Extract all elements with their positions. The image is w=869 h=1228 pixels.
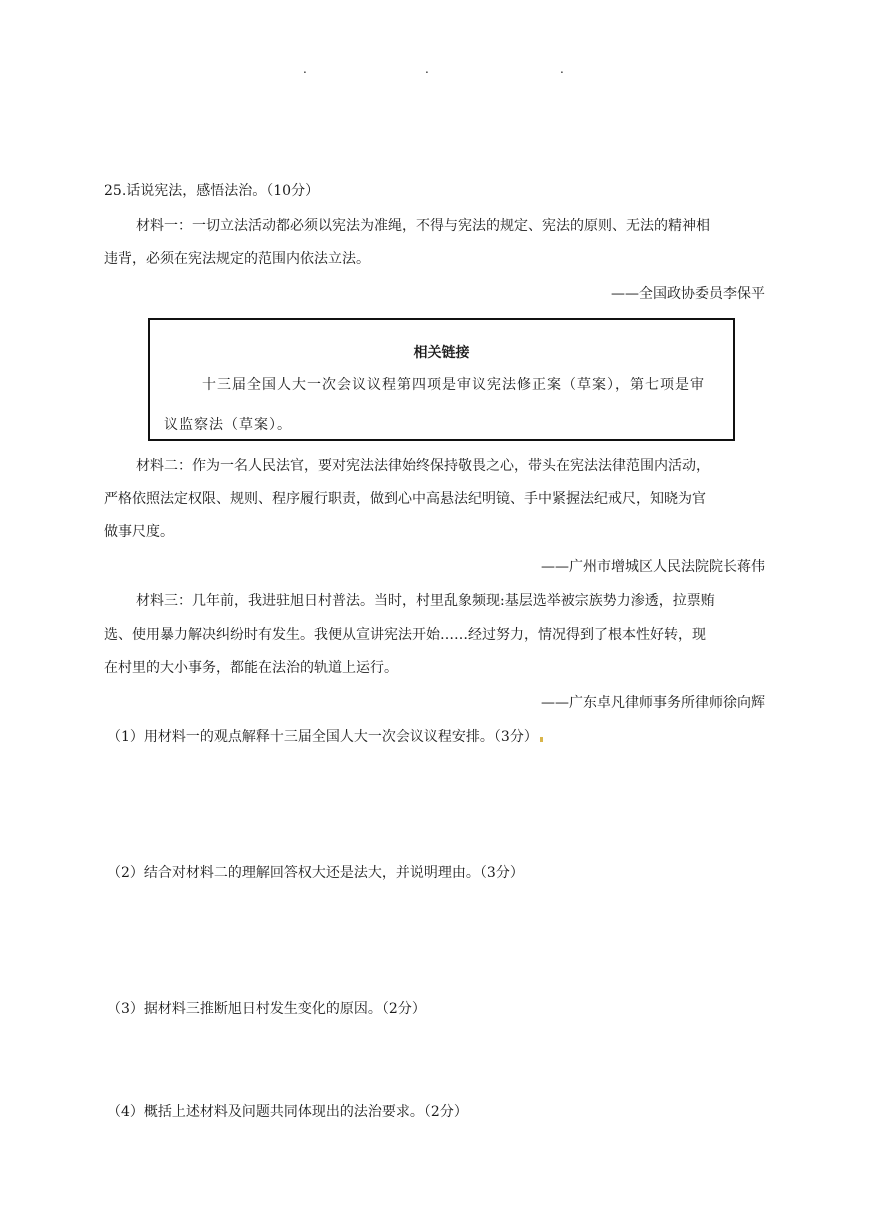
related-link-line1: 十三届全国人大一次会议议程第四项是审议宪法修正案（草案），第七项是审: [202, 377, 705, 393]
material3-source: ——广东卓凡律师事务所律师徐向辉: [541, 695, 765, 711]
related-link-box: [148, 318, 735, 441]
material1-source: ——全国政协委员李保平: [611, 286, 765, 302]
material3-line3: 在村里的大小事务，都能在法治的轨道上运行。: [104, 660, 398, 676]
material2-line2: 严格依照法定权限、规则、程序履行职责，做到心中高悬法纪明镜、手中紧握法纪戒尺，知晓为官: [104, 491, 706, 507]
header-dot: .: [560, 62, 564, 76]
related-link-line2: 议监察法（草案）。: [164, 417, 292, 433]
material1-line1: 材料一：一切立法活动都必须以宪法为准绳，不得与宪法的规定、宪法的原则、无法的精神相: [136, 218, 710, 234]
sub-question-3: （3）据材料三推断旭日村发生变化的原因。（2分）: [107, 1001, 426, 1017]
header-dot: .: [425, 62, 429, 76]
header-dot: .: [303, 62, 307, 76]
material2-line3: 做事尺度。: [104, 524, 174, 540]
material1-line2: 违背，必须在宪法规定的范围内依法立法。: [104, 251, 370, 267]
related-link-title: 相关链接: [413, 345, 470, 361]
sub-question-4: （4）概括上述材料及问题共同体现出的法治要求。（2分）: [107, 1104, 468, 1120]
sub-question-1: [107, 726, 543, 746]
sub-question-2: （2）结合对材料二的理解回答权大还是法大，并说明理由。（3分）: [107, 865, 524, 881]
highlight-mark: [540, 737, 543, 742]
material3-line2: 选、使用暴力解决纠纷时有发生。我便从宣讲宪法开始……经过努力，情况得到了根本性好转，现: [104, 627, 706, 643]
material3-line1: 材料三：几年前，我进驻旭日村普法。当时，村里乱象频现:基层选举被宗族势力渗透，拉票贿: [136, 593, 715, 609]
material2-source: ——广州市增城区人民法院院长蒋伟: [541, 559, 765, 575]
question-title: 25.话说宪法，感悟法治。（10分）: [104, 183, 320, 199]
sub-question-1-text: （1）用材料一的观点解释十三届全国人大一次会议议程安排。（3分）: [107, 729, 538, 745]
material2-line1: 材料二：作为一名人民法官，要对宪法法律始终保持敬畏之心，带头在宪法法律范围内活动，: [136, 458, 710, 474]
